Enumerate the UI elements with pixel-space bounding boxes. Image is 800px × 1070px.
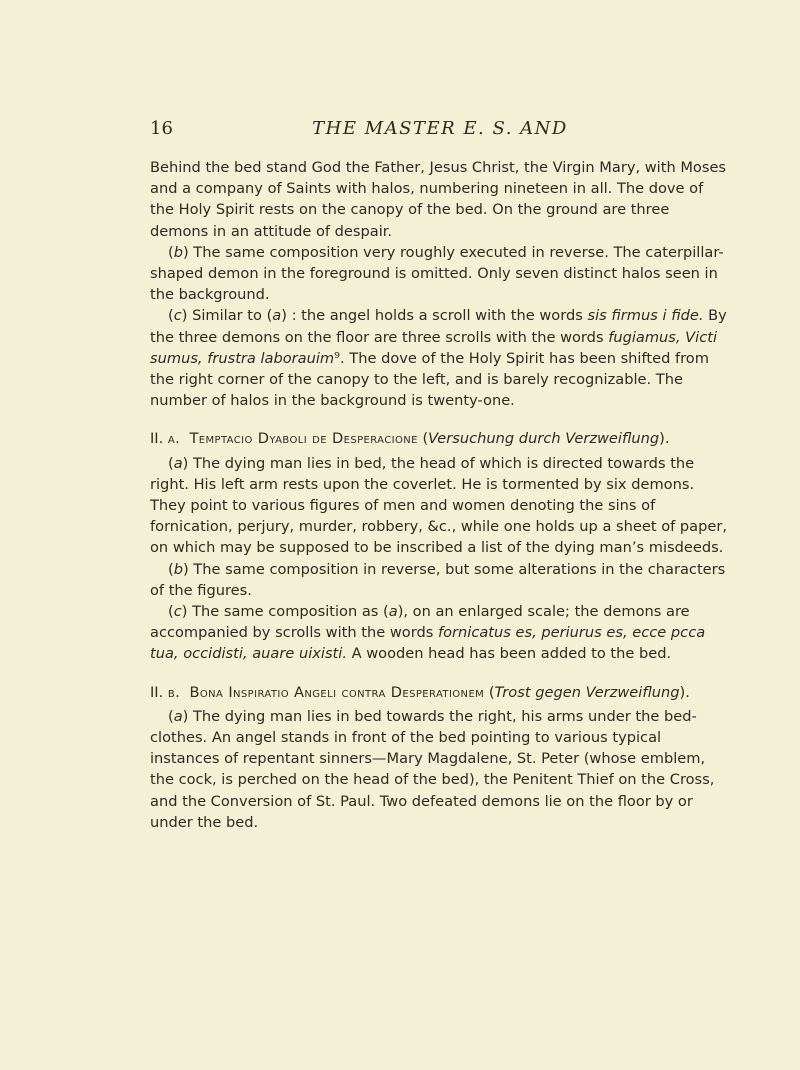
section-heading-2b: II. b. Bona Inspiratio Angeli contra Desperationem (Trost gegen Verzweiflung). (150, 683, 690, 701)
paragraph-2a-a-text: The dying man lies in bed, the head of which is directed towards the right. His left arm rests upon the coverlet. He is tormented by six demons. They point to various figures of men and women denoting the sins of fornication, perjury, murder, robbery, &c., while one holds up a sheet of paper, on which may be supposed to be inscribed a list of the dying man’s misdeeds. (150, 454, 727, 557)
page-header (150, 118, 730, 146)
paragraph-c-text-2: ) : the angel holds a scroll with the words (281, 307, 588, 325)
paragraph-2b-a: (a) The dying man lies in bed towards the right, his arms under the bed-clothes. An angel stands in front of the bed pointing to various typical instances of repentant sinners—Mary Magdalene, St. Peter (whose emblem, the cock, is perched on the head of the bed), the Penitent Thief on the Cross, and the Conversion of St. Paul. Two defeated demons lie on the floor by or under the bed. (150, 707, 715, 831)
paragraph-2a-c-text-3: A wooden head has been added to the bed. (346, 645, 672, 663)
section-letter: a. (167, 430, 181, 448)
paragraph-c: (c) Similar to (a) : the angel holds a scroll with the words sis firmus i fide. By the three demons on the floor are three scrolls with the words fugiamus, Victi sumus, frustra laborauim⁹. The dove of the Holy Spirit has been shifted from the right corner of the canopy to the left, and is barely recognizable. The number of halos in the background is twenty-one. (150, 307, 727, 410)
ref-a: a (272, 307, 282, 325)
paragraph-c-text-1: Similar to ( (187, 307, 273, 325)
label-a: a (173, 454, 183, 472)
paragraph-2b-a-text: The dying man lies in bed towards the right, his arms under the bed-clothes. An angel stands in front of the bed pointing to various typical instances of repentant sinners—Mary Magdalene, St. Peter (whose emblem, the cock, is perched on the head of the bed), the Penitent Thief on the Cross, and the Conversion of St. Paul. Two defeated demons lie on the floor by or under the bed. (150, 707, 715, 831)
label-b: b (173, 560, 183, 578)
section-number: II. (150, 430, 164, 448)
running-title: THE MASTER E. S. AND (312, 118, 568, 139)
section-title: Bona Inspiratio Angeli contra Desperationem (189, 683, 485, 701)
paragraph-2a-b: (b) The same composition in reverse, but some alterations in the characters of the figures. (150, 560, 726, 599)
section-letter: b. (167, 683, 181, 701)
paragraph-b-text: The same composition very roughly executed in reverse. The caterpillar-shaped demon in the foreground is omitted. Only seven distinct halos seen in the background. (150, 243, 724, 304)
section-german-title: Versuchung durch Verzweiflung (428, 430, 660, 448)
paragraph-a-continued: Behind the bed stand God the Father, Jesus Christ, the Virgin Mary, with Moses and a company of Saints with halos, numbering nineteen in all. The dove of the Holy Spirit rests on the canopy of the bed. On the ground are three demons in an attitude of despair. (150, 159, 727, 240)
body-text (150, 157, 728, 833)
label-c: c (173, 603, 182, 621)
paragraph-2a-c-text-1: The same composition as ( (187, 603, 389, 621)
latin-words-2: fugiamus, Victi sumus, frustra laborauim (150, 328, 718, 367)
label-b: b (173, 243, 183, 261)
label-a: a (173, 707, 183, 725)
label-c: c (173, 307, 182, 325)
page-number: 16 (150, 118, 173, 139)
section-title: Temptacio Dyaboli de Desperacione (189, 430, 418, 448)
section-heading-2a: II. a. Temptacio Dyaboli de Desperacione (Versuchung durch Verzweiflung). (150, 430, 670, 448)
paragraph-2a-c: (c) The same composition as (a), on an enlarged scale; the demons are accompanied by scrolls with the words fornicatus es, periurus es, ecce pcca tua, occidisti, auare uixisti. A wooden head has been added to the bed. (150, 603, 706, 663)
section-number: II. (150, 683, 164, 701)
paragraph-2a-b-text: The same composition in reverse, but some alterations in the characters of the figures. (150, 560, 726, 599)
paragraph-c-text-3: By the three demons on the floor are three scrolls with the words (150, 307, 727, 346)
latin-words: fornicatus es, periurus es, ecce pcca tua, occidisti, auare uixisti. (150, 624, 706, 663)
paragraph-b: (b) The same composition very roughly executed in reverse. The caterpillar-shaped demon in the foreground is omitted. Only seven distinct halos seen in the background. (150, 243, 724, 304)
paragraph-c-text-4: ⁹. The dove of the Holy Spirit has been shifted from the right corner of the canopy to the left, and is barely recognizable. The number of halos in the background is twenty-one. (150, 349, 709, 410)
section-german-title: Trost gegen Verzweiflung (494, 683, 680, 701)
ref-a: a (388, 603, 398, 621)
latin-words-1: sis firmus i fide. (587, 307, 704, 325)
paragraph-2a-c-text-2: ), on an enlarged scale; the demons are accompanied by scrolls with the words (150, 603, 690, 642)
paragraph-2a-a: (a) The dying man lies in bed, the head of which is directed towards the right. His left arm rests upon the coverlet. He is tormented by six demons. They point to various figures of men and women denoting the sins of fornication, perjury, murder, robbery, &c., while one holds up a sheet of paper, on which may be supposed to be inscribed a list of the dying man’s misdeeds. (150, 454, 727, 557)
